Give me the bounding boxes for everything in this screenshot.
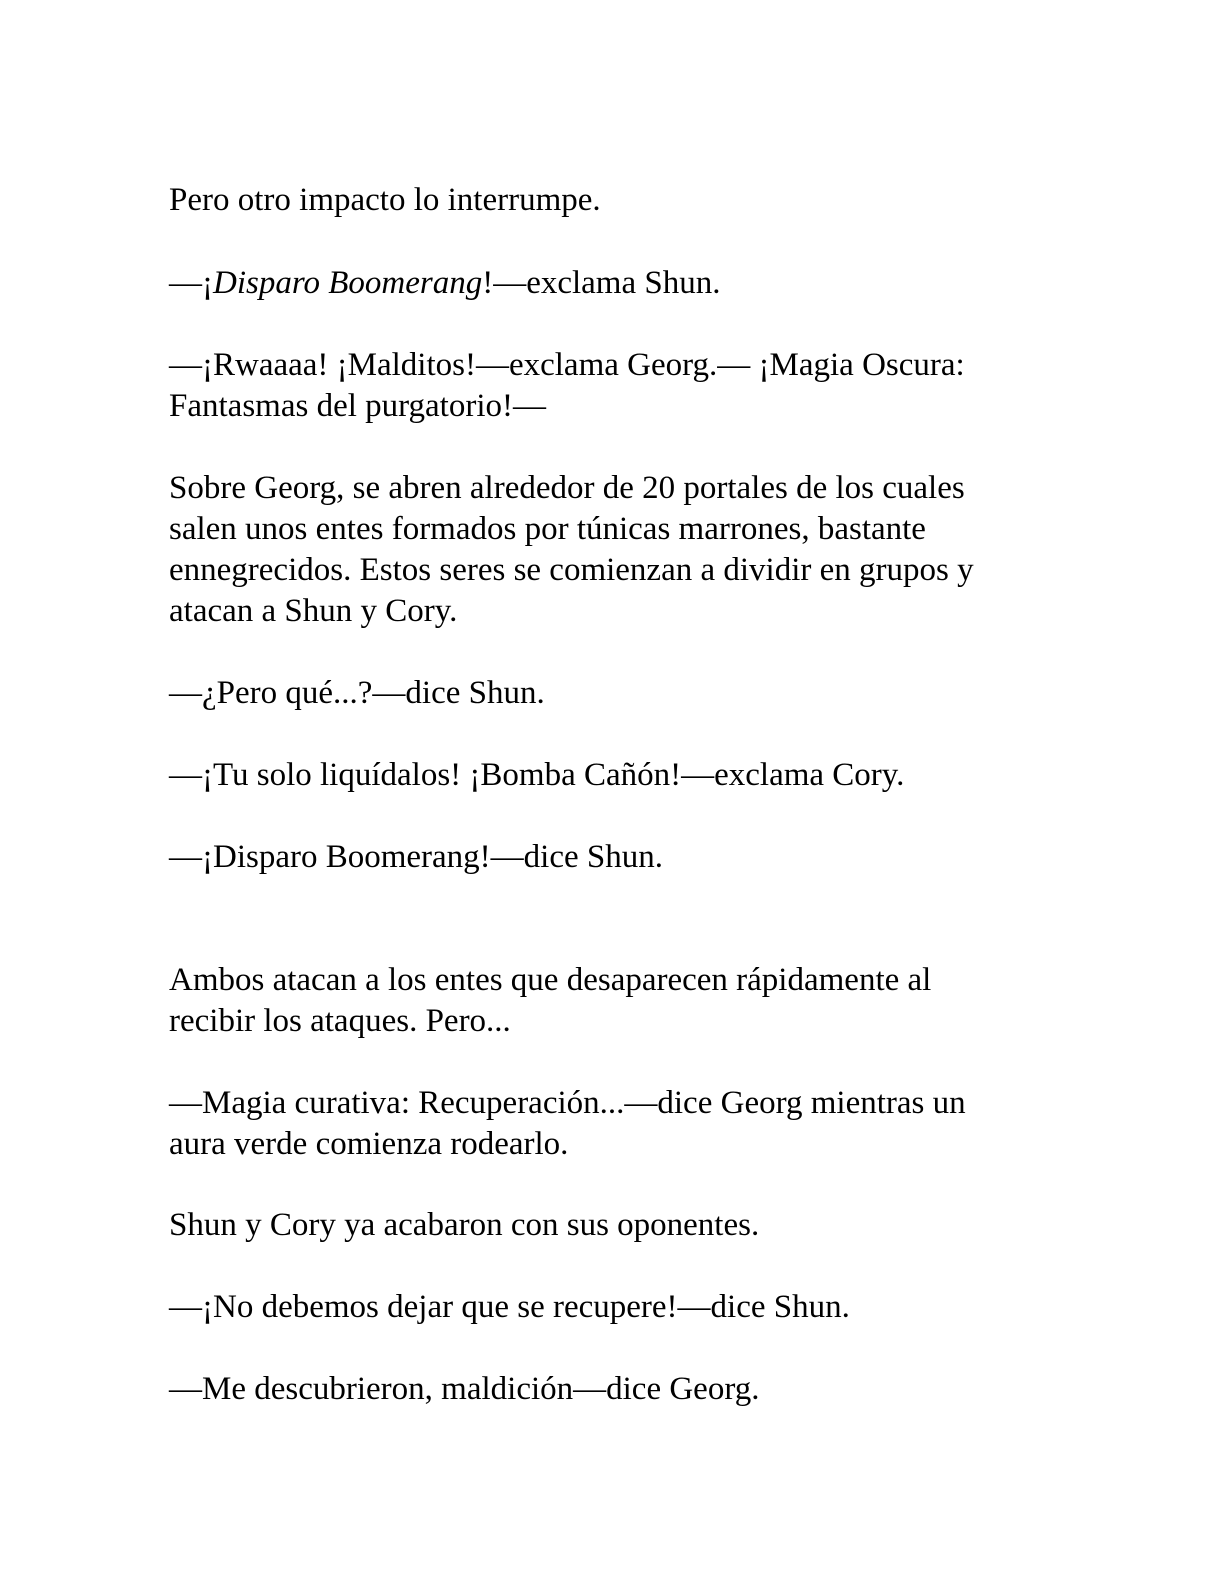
paragraph-9 (169, 1083, 1049, 1165)
paragraph-11-text: —¡No debemos dejar que se recupere!—dice Shun. (169, 1289, 850, 1325)
paragraph-8 (169, 960, 1049, 1042)
paragraph-4-line-4: atacan a Shun y Cory. (169, 593, 458, 629)
paragraph-12 (169, 1369, 1049, 1410)
paragraph-5-text: —¿Pero qué...?—dice Shun. (169, 675, 545, 711)
paragraph-11 (169, 1287, 1049, 1328)
paragraph-9-line-2: aura verde comienza rodearlo. (169, 1126, 569, 1162)
paragraph-3-line-2: Fantasmas del purgatorio!— (169, 388, 546, 424)
paragraph-8-line-1: Ambos atacan a los entes que desaparecen rápidamente al (169, 962, 932, 998)
paragraph-2-prefix: —¡ (169, 265, 213, 301)
paragraph-10-text: Shun y Cory ya acabaron con sus oponentes. (169, 1207, 760, 1243)
paragraph-10 (169, 1205, 1049, 1246)
paragraph-6 (169, 755, 1049, 796)
paragraph-1 (169, 180, 1049, 221)
paragraph-5 (169, 673, 1049, 714)
paragraph-4-line-1: Sobre Georg, se abren alrededor de 20 portales de los cuales (169, 470, 965, 506)
paragraph-2 (169, 263, 1049, 304)
paragraph-4-line-3: ennegrecidos. Estos seres se comienzan a dividir en grupos y (169, 552, 974, 588)
paragraph-7 (169, 837, 1049, 878)
paragraph-1-text: Pero otro impacto lo interrumpe. (169, 182, 601, 218)
paragraph-7-text: —¡Disparo Boomerang!—dice Shun. (169, 839, 663, 875)
paragraph-4-line-2: salen unos entes formados por túnicas marrones, bastante (169, 511, 926, 547)
paragraph-3-line-1: —¡Rwaaaa! ¡Malditos!—exclama Georg.— ¡Magia Oscura: (169, 347, 965, 383)
paragraph-2-italic: Disparo Boomerang (213, 265, 483, 301)
paragraph-9-line-1: —Magia curativa: Recuperación...—dice Georg mientras un (169, 1085, 966, 1121)
paragraph-3 (169, 345, 1049, 427)
paragraph-6-text: —¡Tu solo liquídalos! ¡Bomba Cañón!—exclama Cory. (169, 757, 905, 793)
paragraph-4 (169, 468, 1049, 632)
paragraph-12-text: —Me descubrieron, maldición—dice Georg. (169, 1371, 760, 1407)
paragraph-8-line-2: recibir los ataques. Pero... (169, 1003, 511, 1039)
paragraph-2-suffix: !—exclama Shun. (482, 265, 721, 301)
